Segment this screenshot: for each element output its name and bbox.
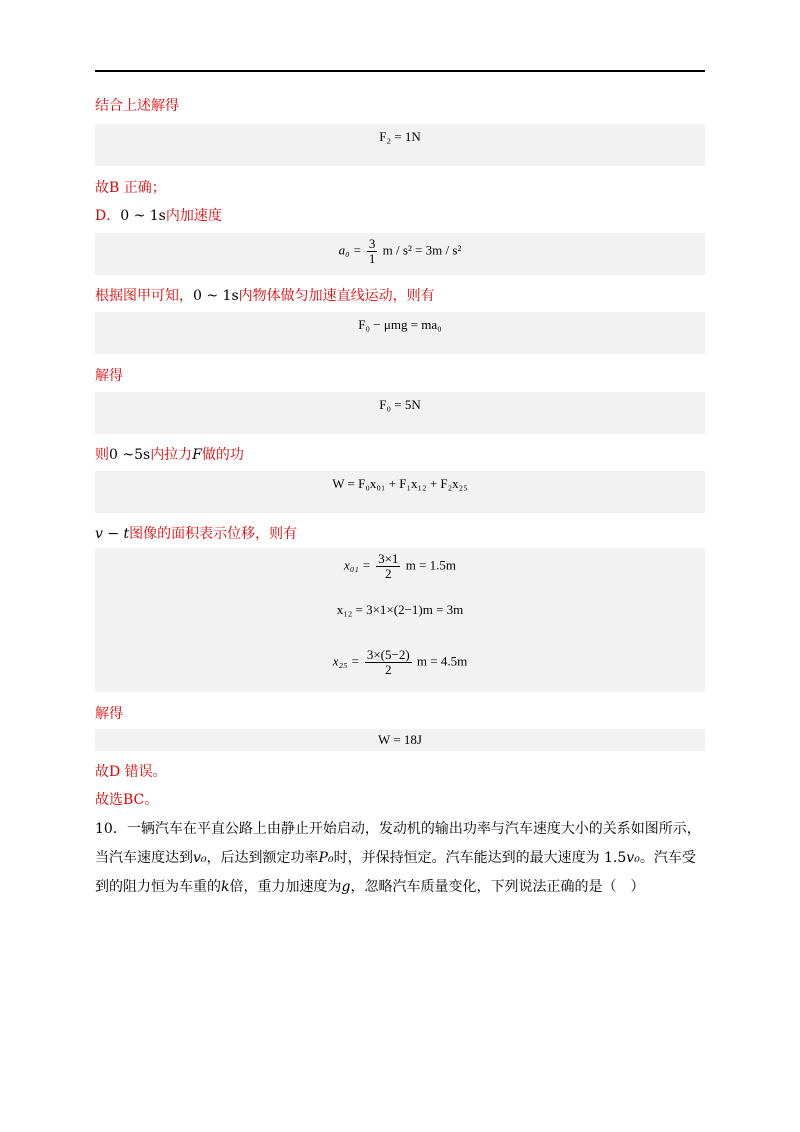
question-line-1: 10．一辆汽车在平直公路上由静止开始启动，发动机的输出功率与汽车速度大小的关系如图所示， <box>95 821 701 837</box>
equation-box-w <box>95 729 705 751</box>
equation-x25 <box>95 648 705 677</box>
text-solve-1: 解得 <box>95 368 123 384</box>
accel-label: 内加速度 <box>165 208 222 224</box>
q2c: 时，并保持恒定。汽车能达到的最大速度为 1.5 <box>333 850 627 866</box>
var-g: g <box>341 879 351 895</box>
l4-prefix: 根据图甲可知， <box>95 288 193 304</box>
equation-work: W = F₀x₀₁ + F₁x₁₂ + F₂x₂₅ <box>332 476 468 491</box>
l7-suffix: 图像的面积表示位移，则有 <box>129 526 298 542</box>
q3a: 到的阻力恒为车重的 <box>95 879 221 895</box>
x25-num: 3×(5−2) <box>366 647 410 662</box>
q3c: ，忽略汽车质量变化，下列说法正确的是（ ） <box>350 879 645 895</box>
l6-mid: 内拉力 <box>150 447 193 463</box>
fraction-num: 3 <box>368 236 376 251</box>
x01-rhs: m = 1.5m <box>405 557 456 573</box>
header-rule <box>95 70 705 72</box>
equation-newton: F₀ − μmg = ma₀ <box>358 317 442 332</box>
equation-a0 <box>95 237 705 266</box>
var-k: k <box>221 879 230 895</box>
question-10 <box>95 815 707 902</box>
equation-box-newton <box>95 312 705 354</box>
equation-box-f2 <box>95 124 705 166</box>
x25-lhs: x₂₅ = <box>332 653 360 669</box>
x01-den: 2 <box>385 566 392 581</box>
equation-box-displacement <box>95 548 705 692</box>
l4-suffix: 内物体做匀加速直线运动，则有 <box>238 288 435 304</box>
interval-0-1s: 0 ~ 1s <box>120 208 166 224</box>
x25-den: 2 <box>385 662 392 677</box>
equation-x12: x₁₂ = 3×1×(2−1)m = 3m <box>336 602 464 617</box>
text-d-wrong: 故D 错误。 <box>95 764 167 780</box>
equation-w: W = 18J <box>378 732 422 747</box>
text-solve-2: 解得 <box>95 706 123 722</box>
var-f: F <box>192 447 202 463</box>
text-answer-bc: 故选BC。 <box>95 792 159 808</box>
text-vt-area <box>95 524 297 544</box>
fraction-den: 1 <box>368 251 376 266</box>
fraction-x25 <box>365 648 412 677</box>
text-uniform-accel <box>95 286 435 306</box>
x01-num: 3×1 <box>378 551 399 566</box>
text-d-accel <box>95 206 222 226</box>
q2d: 。汽车受 <box>639 850 696 866</box>
equation-box-a0 <box>95 233 705 275</box>
equation-box-f0 <box>95 392 705 434</box>
x25-rhs: m = 4.5m <box>416 653 468 669</box>
a0-rhs: m / s² = 3m / s² <box>382 242 462 258</box>
var-v0-b: v₀ <box>626 850 640 866</box>
q2a: 当汽车速度达到 <box>95 850 193 866</box>
text-combine-solve: 结合上述解得 <box>95 98 179 114</box>
a0-lhs: a₀ = <box>338 242 362 258</box>
q2b: ，后达到额定功率 <box>206 850 319 866</box>
equation-f2: F₂ = 1N <box>379 129 421 144</box>
equation-box-work <box>95 471 705 513</box>
l6-suffix: 做的功 <box>201 447 244 463</box>
fraction-x01 <box>376 552 400 581</box>
l6-prefix: 则 <box>95 447 109 463</box>
vt-graph: v − t <box>95 526 130 542</box>
question-line-2 <box>95 844 707 873</box>
var-v0: v₀ <box>193 850 207 866</box>
option-d-label: D． <box>95 208 121 224</box>
x01-lhs: x₀₁ = <box>344 557 371 573</box>
equation-x01 <box>95 552 705 581</box>
text-b-correct: 故B 正确； <box>95 180 166 196</box>
text-work <box>95 445 244 465</box>
q3b: 倍，重力加速度为 <box>229 879 342 895</box>
fraction-3-1 <box>367 237 378 266</box>
interval-0-1s-b: 0 ~ 1s <box>193 288 239 304</box>
var-p0: P₀ <box>318 850 334 866</box>
interval-0-5s: 0 ~5s <box>109 447 151 463</box>
equation-f0: F₀ = 5N <box>379 397 421 412</box>
question-line-3 <box>95 873 707 902</box>
